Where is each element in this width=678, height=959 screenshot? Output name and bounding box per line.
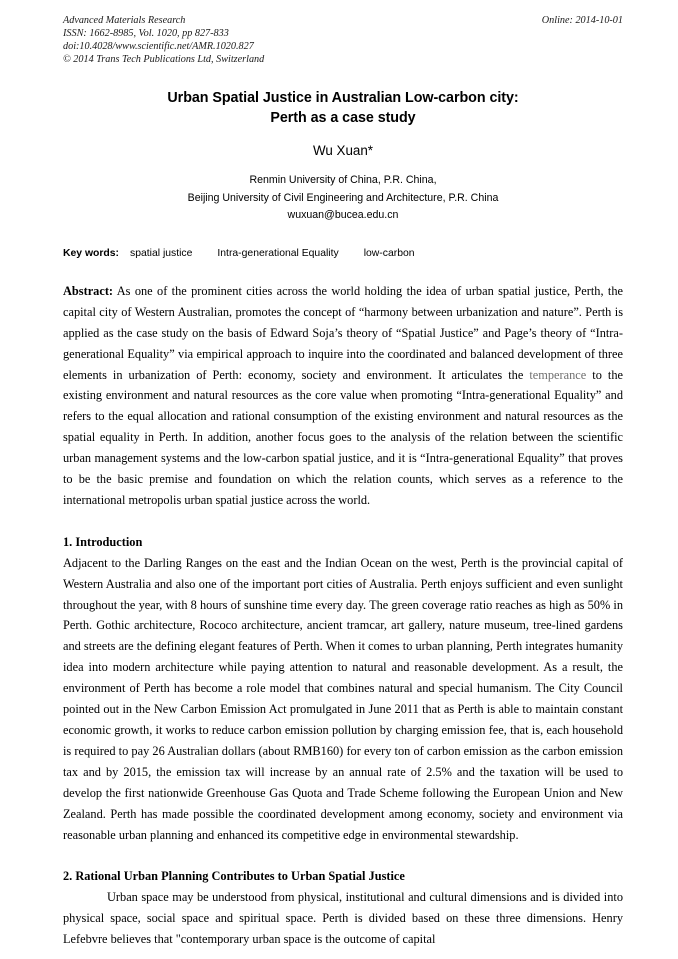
abstract-label: Abstract: (63, 283, 114, 298)
title-line-1: Urban Spatial Justice in Australian Low-carbon city: (167, 90, 519, 107)
online-publication-date: Online: 2014-10-01 (541, 15, 623, 26)
keyword-item-1: spatial justice (130, 247, 193, 259)
abstract-text-part-1: As one of the prominent cities across the world holding the idea of urban spatial justice, Perth, the capital city of Western Australian, promotes the concept of “harmony between urbanization and nature”. Perth is applied as the case study on the basis of Edward Soja’s theory of “Spatial Justice” and Page’s theory of “Intra-generational Equality” via empirical approach to inquire into the coordinated and balanced development of three elements in urbanization of Perth: economy, society and environment. It articulates the (63, 283, 623, 382)
abstract-text-part-2: to the existing environment and natural resources as the core value when promoting “Intra-generational Equality” and refers to the equal allocation and rational consumption of the existing environment and natural resources as the spatial equality in Perth. In addition, another focus goes to the analysis of the relation between the scientific urban management systems and the low-carbon spatial justice, and it is “Intra-generational Equality” that proves to be the basic premise and foundation on which the relation counts, which serves as a reference to the international metropolis urban spatial justice across the world. (63, 367, 623, 507)
section-paragraph-introduction: Adjacent to the Darling Ranges on the east and the Indian Ocean on the west, Perth is the provincial capital of Western Australia and also one of the important port cities of Australia. Perth enjoys sufficient and even sunlight throughout the year, with 8 hours of sunshine time every day. The green coverage ratio reaches as high as 50% in Perth. Gothic architecture, Rococo architecture, ancient tramcar, art gallery, nature museum, tree-lined gardens and streets are the defining elegant features of Perth. When it comes to urban planning, Perth integrates humanity idea into modern architecture while paying attention to natural and reasonable development. As a result, the environment of Perth has become a role model that combines natural and special humanism. The City Council pointed out in the New Carbon Emission Act promulgated in June 2011 that as Perth is able to maintain constant economic growth, it works to reduce carbon emission pollution by charging emission fee, that is, each household is required to pay 26 Australian dollars (about RMB160) for every ton of carbon emission as the carbon emission tax and by 2015, the emission tax will increase by an annual rate of 2.5% and the taxation will be used to develop the first nationwide Greenhouse Gas Quota and Trade Scheme following the European Union and New Zealand. Perth has made possible the coordinated development among economy, society and environment via reasonable urban planning and enhanced its competitive edge in environmental stewardship. (63, 555, 623, 842)
journal-doi: doi:10.4028/www.scientific.net/AMR.1020.827 (63, 41, 254, 53)
keywords-label: Key words: (63, 247, 120, 259)
affiliation-line-1: Renmin University of China, P.R. China, (249, 174, 437, 187)
section-heading-introduction: 1. Introduction (63, 534, 143, 549)
journal-copyright: © 2014 Trans Tech Publications Ltd, Switzerland (63, 54, 265, 66)
page-title (63, 89, 623, 128)
abstract-highlighted-word: temperance (529, 367, 587, 382)
abstract-paragraph (63, 281, 623, 511)
journal-header (63, 14, 623, 66)
title-block (63, 89, 623, 225)
affiliation-line-2: Beijing University of Civil Engineering and Architecture, P.R. China (187, 191, 499, 204)
author-name: Wu Xuan* (312, 143, 374, 159)
author-email: wuxuan@bucea.edu.cn (287, 209, 399, 222)
journal-issn: ISSN: 1662-8985, Vol. 1020, pp 827-833 (63, 28, 229, 40)
page-content (63, 14, 623, 959)
journal-name: Advanced Materials Research (63, 15, 186, 26)
section-heading-rational-urban-planning: 2. Rational Urban Planning Contributes to Urban Spatial Justice (63, 869, 405, 884)
keywords-row (63, 247, 623, 261)
affiliations (63, 172, 623, 225)
keyword-item-2: Intra-generational Equality (217, 247, 339, 259)
title-line-2: Perth as a case study (270, 109, 416, 126)
section-paragraph-rational-urban-planning: Urban space may be understood from physical, institutional and cultural dimensions and is divided into physical space, social space and spiritual space. Perth is divided based on these three dimensions. Henry Lefebvre believes that "contemporary urban space is the outcome of capital (63, 890, 623, 947)
keyword-item-3: low-carbon (363, 247, 415, 259)
